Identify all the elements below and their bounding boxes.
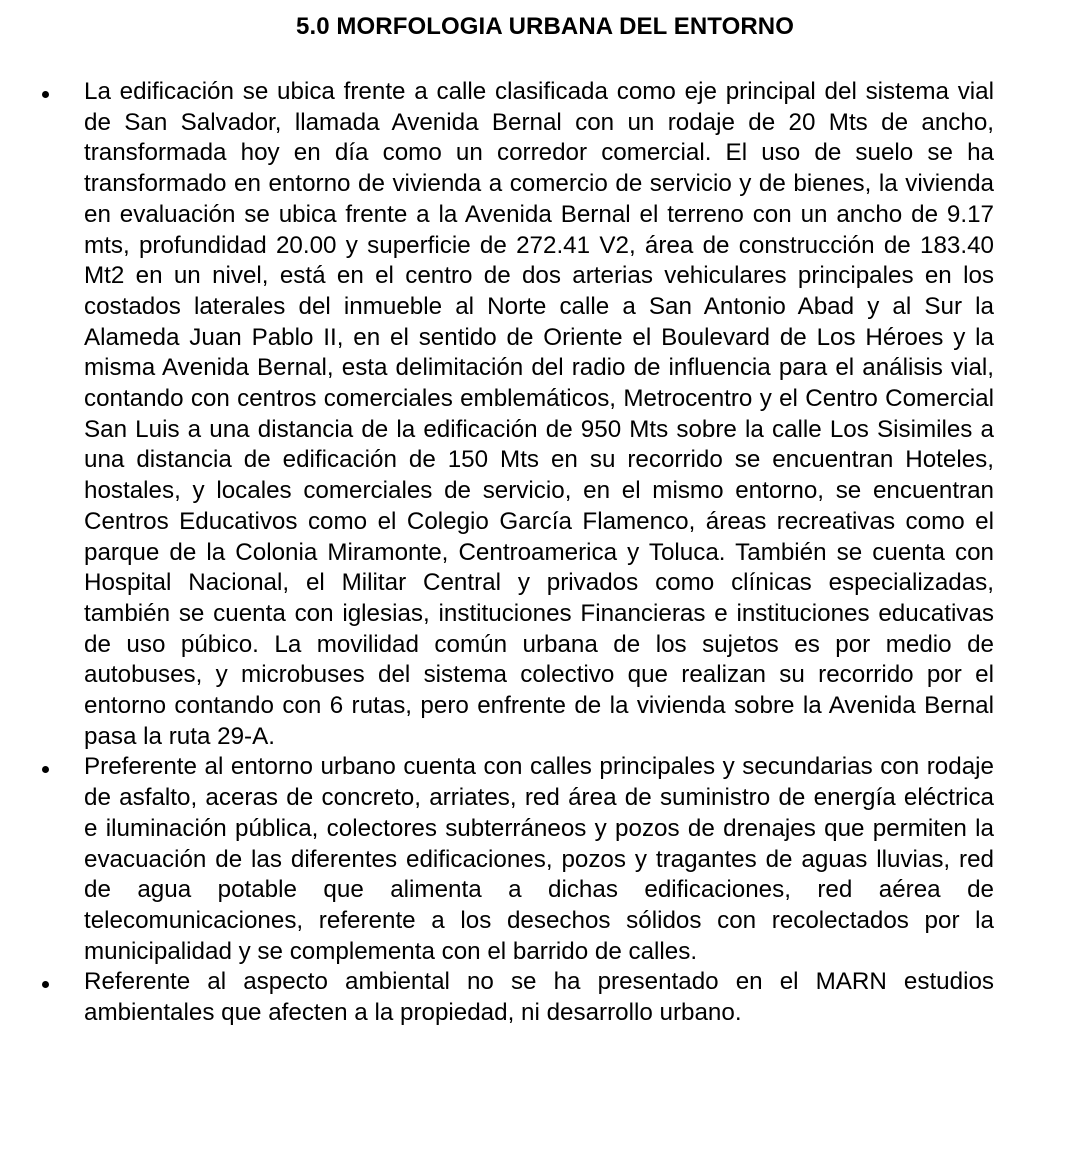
bullet-text: Referente al aspecto ambiental no se ha presentado en el MARN estudios ambientales que afecten a la propiedad, ni desarrollo urbano. [84,968,994,1027]
bullet-item-infrastructure [84,752,994,967]
bullet-item-environment [84,967,994,1028]
bullet-list [84,77,994,1029]
bullet-dot-icon [42,766,49,773]
bullet-text: Preferente al entorno urbano cuenta con calles principales y secundarias con rodaje de asfalto, aceras de concreto, arriates, red área de suministro de energía eléctrica e iluminación pública, colectores subterráneos y pozos de drenajes que permiten la evacuación de las diferentes edificaciones, pozos y tragantes de aguas lluvias, red de agua potable que alimenta a dichas edificaciones, red aérea de telecomunicaciones, referente a los desechos sólidos con recolectados por la municipalidad y se complementa con el barrido de calles. [84,753,994,965]
section-title: 5.0 MORFOLOGIA URBANA DEL ENTORNO [296,13,794,40]
bullet-text: La edificación se ubica frente a calle clasificada como eje principal del sistema vial de San Salvador, llamada Avenida Bernal con un rodaje de 20 Mts de ancho, transformada hoy en día como un corredor comercial. El uso de suelo se ha transformado en entorno de vivienda a comercio de servicio y de bienes, la vivienda en evaluación se ubica frente a la Avenida Bernal el terreno con un ancho de 9.17 mts, profundidad 20.00 y superficie de 272.41 V2, área de construcción de 183.40 Mt2 en un nivel, está en el centro de dos arterias vehiculares principales en los costados laterales del inmueble al Norte calle a San Antonio Abad y al Sur la Alameda Juan Pablo II, en el sentido de Oriente el Boulevard de Los Héroes y la misma Avenida Bernal, esta delimitación del radio de influencia para el análisis vial, contando con centros comerciales emblemáticos, Metrocentro y el Centro Comercial San Luis a una distancia de la edificación de 950 Mts sobre la calle Los Sisimiles a una distancia de edificación de 150 Mts en su recorrido se encuentran Hoteles, hostales, y locales comerciales de servicio, en el mismo entorno, se encuentran Centros Educativos como el Colegio García Flamenco, áreas recreativas como el parque de la Colonia Miramonte, Centroamerica y Toluca. También se cuenta con Hospital Nacional, el Militar Central y privados como clínicas especializadas, también se cuenta con iglesias, instituciones Financieras e instituciones educativas de uso púbico. La movilidad común urbana de los sujetos es por medio de autobuses, y microbuses del sistema colectivo que realizan su recorrido por el entorno contando con 6 rutas, pero enfrente de la vivienda sobre la Avenida Bernal pasa la ruta 29-A. [84,78,994,750]
bullet-dot-icon [42,981,49,988]
bullet-dot-icon [42,91,49,98]
bullet-item-land-use [84,77,994,752]
